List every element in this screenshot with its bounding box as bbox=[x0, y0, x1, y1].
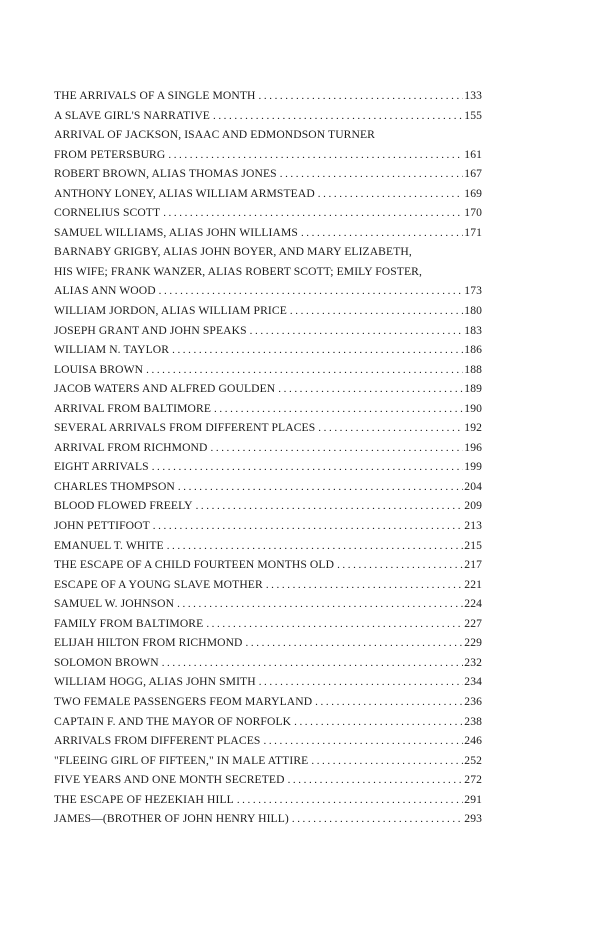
toc-entry bbox=[54, 382, 482, 402]
dot-leader bbox=[163, 207, 463, 219]
toc-entry bbox=[54, 617, 482, 637]
toc-entry-page: 180 bbox=[464, 304, 482, 318]
toc-entry-page: 234 bbox=[464, 675, 482, 689]
toc-entry-page: 238 bbox=[464, 714, 482, 728]
toc-entry bbox=[54, 343, 482, 363]
toc-entry-title: EMANUEL T. WHITE bbox=[54, 538, 164, 552]
toc-entry-page: 227 bbox=[464, 616, 482, 630]
toc-entry bbox=[54, 284, 482, 304]
toc-entry-page: 169 bbox=[464, 186, 482, 200]
toc-entry bbox=[54, 460, 482, 480]
toc-entry-page: 155 bbox=[464, 108, 482, 122]
toc-entry bbox=[54, 695, 482, 715]
toc-entry-title: JOSEPH GRANT AND JOHN SPEAKS bbox=[54, 323, 247, 337]
toc-entry-title: ARRIVAL OF JACKSON, ISAAC AND EDMONDSON TURNER bbox=[54, 128, 375, 142]
toc-entry bbox=[54, 324, 482, 344]
dot-leader bbox=[263, 735, 463, 747]
toc-entry-title: THE ARRIVALS OF A SINGLE MONTH bbox=[54, 89, 256, 102]
toc-entry-title: THE ESCAPE OF HEZEKIAH HILL bbox=[54, 792, 234, 806]
toc-entry-title: JAMES—(BROTHER OF JOHN HENRY HILL) bbox=[54, 812, 289, 826]
toc-entry bbox=[54, 812, 482, 832]
toc-entry-page: 229 bbox=[464, 636, 482, 650]
dot-leader bbox=[162, 657, 464, 669]
dot-leader bbox=[211, 442, 464, 454]
toc-entry-title: HIS WIFE; FRANK WANZER, ALIAS ROBERT SCOTT; EMILY FOSTER, bbox=[54, 264, 423, 278]
toc-entry-title: SAMUEL WILLIAMS, ALIAS JOHN WILLIAMS bbox=[54, 225, 298, 239]
dot-leader bbox=[178, 481, 463, 493]
toc-entry bbox=[54, 206, 482, 226]
toc-entry-page: 199 bbox=[464, 460, 482, 474]
toc-entry-page: 246 bbox=[464, 734, 482, 748]
dot-leader bbox=[315, 696, 463, 708]
toc-entry-title: EIGHT ARRIVALS bbox=[54, 460, 149, 474]
toc-entry bbox=[54, 441, 482, 461]
toc-entry-page: 272 bbox=[464, 773, 482, 787]
toc-entry-page: 167 bbox=[464, 167, 482, 181]
toc-entry-title: THE ESCAPE OF A CHILD FOURTEEN MONTHS OLD bbox=[54, 558, 335, 572]
dot-leader bbox=[266, 579, 463, 591]
toc-entry-page: 186 bbox=[464, 343, 482, 357]
toc-entry bbox=[54, 421, 482, 441]
toc-entry-title: CHARLES THOMPSON bbox=[54, 479, 175, 493]
toc-entry bbox=[54, 167, 482, 187]
dot-leader bbox=[337, 559, 463, 571]
toc-entry-title: ANTHONY LONEY, ALIAS WILLIAM ARMSTEAD bbox=[54, 186, 315, 200]
dot-leader bbox=[214, 403, 463, 415]
toc-entry-page: 183 bbox=[464, 323, 482, 337]
toc-entry bbox=[54, 402, 482, 422]
toc-entry-title: ROBERT BROWN, ALIAS THOMAS JONES bbox=[54, 167, 277, 181]
toc-entry-page: 293 bbox=[464, 812, 482, 826]
toc-entry bbox=[54, 558, 482, 578]
toc-entry-title: SAMUEL W. JOHNSON bbox=[54, 597, 175, 611]
toc-entry bbox=[54, 148, 482, 168]
toc-entry-page: 161 bbox=[464, 147, 482, 161]
dot-leader bbox=[280, 168, 464, 180]
dot-leader bbox=[146, 364, 463, 376]
toc-entry-page: 171 bbox=[464, 225, 482, 239]
toc-entry bbox=[54, 363, 482, 383]
dot-leader bbox=[259, 90, 464, 102]
toc-entry-page: 173 bbox=[464, 284, 482, 298]
toc-entry-page: 215 bbox=[464, 538, 482, 552]
toc-entry bbox=[54, 597, 482, 617]
toc-entry bbox=[54, 715, 482, 735]
toc-entry-page: 232 bbox=[464, 655, 482, 669]
toc-entry bbox=[54, 656, 482, 676]
toc-entry bbox=[54, 519, 482, 539]
toc-entry-title: JOHN PETTIFOOT bbox=[54, 519, 150, 533]
dot-leader bbox=[294, 716, 463, 728]
toc-entry-page: 133 bbox=[464, 89, 482, 102]
toc-entry-title: SOLOMON BROWN bbox=[54, 655, 159, 669]
toc-entry bbox=[54, 187, 482, 207]
toc-entry-title: A SLAVE GIRL'S NARRATIVE bbox=[54, 108, 210, 122]
toc-entry-page: 217 bbox=[464, 558, 482, 572]
toc-entry-page: 236 bbox=[464, 694, 482, 708]
toc-entry bbox=[54, 109, 482, 129]
toc-entry-title: JACOB WATERS AND ALFRED GOULDEN bbox=[54, 382, 276, 396]
toc-entry-page: 170 bbox=[464, 206, 482, 220]
toc-entry-title: ELIJAH HILTON FROM RICHMOND bbox=[54, 636, 243, 650]
toc-entry-title: LOUISA BROWN bbox=[54, 362, 144, 376]
dot-leader bbox=[168, 149, 463, 161]
toc-entry bbox=[54, 226, 482, 246]
dot-leader bbox=[292, 813, 463, 825]
toc-entry-title: ARRIVAL FROM BALTIMORE bbox=[54, 401, 212, 415]
dot-leader bbox=[311, 755, 463, 767]
dot-leader bbox=[213, 110, 463, 122]
toc-entry bbox=[54, 754, 482, 774]
toc-entry bbox=[54, 578, 482, 598]
toc-entry-page: 252 bbox=[464, 753, 482, 767]
toc-entry-title: FIVE YEARS AND ONE MONTH SECRETED bbox=[54, 773, 285, 787]
toc-entry-title: "FLEEING GIRL OF FIFTEEN," IN MALE ATTIRE bbox=[54, 753, 309, 767]
dot-leader bbox=[318, 188, 464, 200]
dot-leader bbox=[288, 774, 464, 786]
toc-entry-title: BARNABY GRIGBY, ALIAS JOHN BOYER, AND MARY ELIZABETH, bbox=[54, 245, 412, 259]
toc-entry-title: FROM PETERSBURG bbox=[54, 147, 166, 161]
dot-leader bbox=[301, 227, 463, 239]
toc-entry-title: TWO FEMALE PASSENGERS FEOM MARYLAND bbox=[54, 694, 313, 708]
toc-entry bbox=[54, 128, 482, 148]
dot-leader bbox=[318, 422, 463, 434]
toc-entry-title: WILLIAM HOGG, ALIAS JOHN SMITH bbox=[54, 675, 256, 689]
toc-entry-page: 196 bbox=[464, 440, 482, 454]
dot-leader bbox=[259, 676, 464, 688]
toc-entry bbox=[54, 499, 482, 519]
toc-entry-title: CORNELIUS SCOTT bbox=[54, 206, 161, 220]
dot-leader bbox=[167, 540, 464, 552]
toc-entry-page: 209 bbox=[464, 499, 482, 513]
dot-leader bbox=[290, 305, 463, 317]
dot-leader bbox=[246, 637, 464, 649]
toc-entry-page: 189 bbox=[464, 382, 482, 396]
toc-entry bbox=[54, 793, 482, 813]
toc-entry bbox=[54, 734, 482, 754]
toc-entry bbox=[54, 539, 482, 559]
toc-entry-title: ESCAPE OF A YOUNG SLAVE MOTHER bbox=[54, 577, 263, 591]
toc-entry-title: BLOOD FLOWED FREELY bbox=[54, 499, 193, 513]
toc-entry-title: WILLIAM JORDON, ALIAS WILLIAM PRICE bbox=[54, 304, 287, 318]
dot-leader bbox=[159, 285, 464, 297]
toc-entry-page: 188 bbox=[464, 362, 482, 376]
toc-entry-page: 291 bbox=[464, 792, 482, 806]
toc-entry-title: CAPTAIN F. AND THE MAYOR OF NORFOLK bbox=[54, 714, 292, 728]
toc-entry bbox=[54, 636, 482, 656]
toc-entry bbox=[54, 265, 482, 285]
toc-entry-title: ALIAS ANN WOOD bbox=[54, 284, 156, 298]
toc-entry bbox=[54, 304, 482, 324]
toc-entry bbox=[54, 480, 482, 500]
toc-entry-page: 192 bbox=[464, 421, 482, 435]
dot-leader bbox=[196, 500, 464, 512]
toc-entry-title: FAMILY FROM BALTIMORE bbox=[54, 616, 204, 630]
toc-entry bbox=[54, 773, 482, 793]
toc-entry-page: 213 bbox=[464, 519, 482, 533]
dot-leader bbox=[206, 618, 463, 630]
dot-leader bbox=[250, 325, 464, 337]
toc-entry bbox=[54, 89, 482, 109]
dot-leader bbox=[278, 383, 463, 395]
toc-entry-page: 190 bbox=[464, 401, 482, 415]
toc-entry-title: SEVERAL ARRIVALS FROM DIFFERENT PLACES bbox=[54, 421, 316, 435]
dot-leader bbox=[153, 520, 464, 532]
dot-leader bbox=[152, 461, 464, 473]
dot-leader bbox=[237, 794, 463, 806]
toc-entry bbox=[54, 245, 482, 265]
toc-entry-page: 204 bbox=[464, 479, 482, 493]
toc-entry-title: WILLIAM N. TAYLOR bbox=[54, 343, 170, 357]
table-of-contents bbox=[54, 89, 482, 832]
dot-leader bbox=[172, 344, 463, 356]
toc-entry-title: ARRIVALS FROM DIFFERENT PLACES bbox=[54, 734, 261, 748]
toc-entry-title: ARRIVAL FROM RICHMOND bbox=[54, 440, 208, 454]
dot-leader bbox=[177, 598, 463, 610]
toc-entry-page: 221 bbox=[464, 577, 482, 591]
toc-entry-page: 224 bbox=[464, 597, 482, 611]
toc-entry bbox=[54, 675, 482, 695]
